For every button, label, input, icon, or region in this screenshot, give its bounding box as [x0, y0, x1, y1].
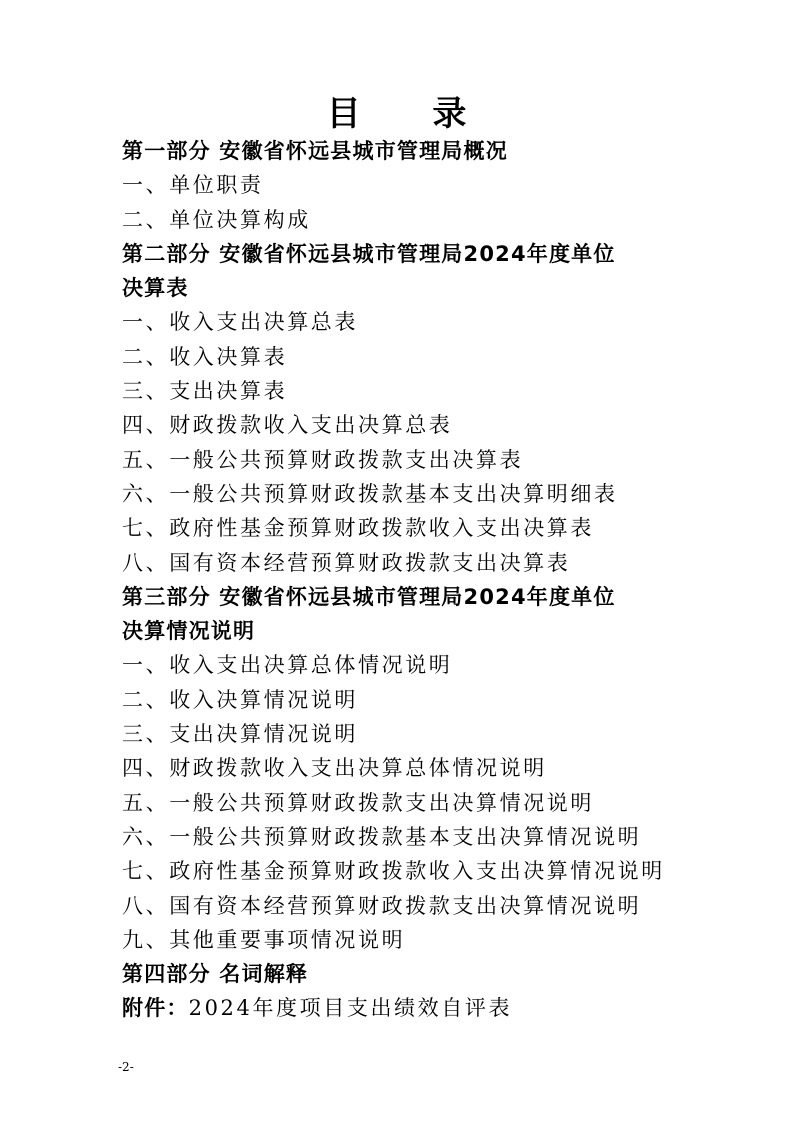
toc-item: 二、收入决算表 — [122, 344, 288, 369]
toc-item: 四、财政拨款收入支出决算总表 — [122, 413, 453, 438]
toc-item: 九、其他重要事项情况说明 — [122, 927, 406, 952]
toc-section-heading: 决算情况说明 — [122, 619, 256, 644]
toc-item: 三、支出决算情况说明 — [122, 722, 358, 747]
attachment-text: 2024年度项目支出绩效自评表 — [188, 996, 513, 1021]
toc-attachment — [122, 991, 682, 1025]
page-number: -2- — [118, 1060, 134, 1074]
table-of-contents — [122, 134, 682, 1026]
toc-item: 六、一般公共预算财政拨款基本支出决算明细表 — [122, 481, 618, 506]
toc-item: 五、一般公共预算财政拨款支出决算表 — [122, 447, 524, 472]
toc-item: 二、单位决算构成 — [122, 207, 311, 232]
toc-item: 一、收入支出决算总体情况说明 — [122, 653, 453, 678]
toc-item: 七、政府性基金预算财政拨款收入支出决算表 — [122, 516, 594, 541]
toc-section-heading: 第一部分 安徽省怀远县城市管理局概况 — [122, 139, 508, 163]
toc-item: 五、一般公共预算财政拨款支出决算情况说明 — [122, 790, 594, 815]
toc-item: 四、财政拨款收入支出决算总体情况说明 — [122, 756, 547, 781]
toc-section-heading: 第三部分 安徽省怀远县城市管理局2024年度单位 — [122, 584, 616, 609]
toc-item: 二、收入决算情况说明 — [122, 687, 358, 712]
toc-item: 八、国有资本经营预算财政拨款支出决算表 — [122, 550, 571, 575]
toc-item: 三、支出决算表 — [122, 379, 288, 404]
toc-item: 七、政府性基金预算财政拨款收入支出决算情况说明 — [122, 859, 665, 884]
toc-item: 六、一般公共预算财政拨款基本支出决算情况说明 — [122, 824, 642, 849]
toc-item: 八、国有资本经营预算财政拨款支出决算情况说明 — [122, 893, 642, 918]
toc-section-heading: 第二部分 安徽省怀远县城市管理局2024年度单位 — [122, 241, 616, 266]
toc-item: 一、单位职责 — [122, 173, 264, 198]
attachment-label: 附件： — [122, 996, 189, 1021]
toc-section-heading: 第四部分 名词解释 — [122, 962, 309, 987]
toc-section-heading: 决算表 — [122, 276, 189, 301]
toc-item: 一、收入支出决算总表 — [122, 310, 358, 335]
page-title: 目 录 — [326, 94, 497, 134]
